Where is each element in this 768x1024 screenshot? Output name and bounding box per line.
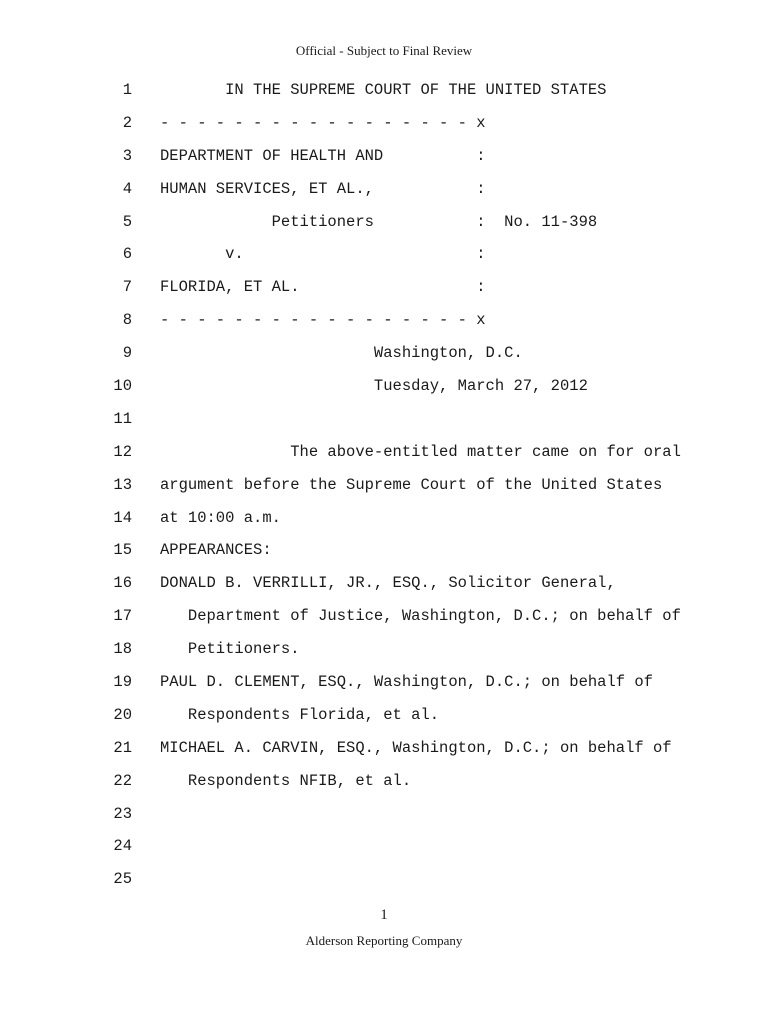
transcript-line bbox=[0, 304, 768, 337]
transcript-line bbox=[0, 337, 768, 370]
transcript-line bbox=[0, 173, 768, 206]
line-text: at 10:00 a.m. bbox=[160, 508, 281, 527]
line-number: 1 bbox=[122, 81, 132, 99]
line-number: 23 bbox=[113, 804, 132, 823]
transcript-line bbox=[0, 370, 768, 403]
line-text: DEPARTMENT OF HEALTH AND : bbox=[160, 146, 486, 165]
line-text: - - - - - - - - - - - - - - - - - x bbox=[160, 113, 486, 132]
transcript-line bbox=[0, 666, 768, 699]
line-number: 7 bbox=[122, 278, 132, 297]
line-text: Department of Justice, Washington, D.C.; on behalf of bbox=[160, 607, 681, 626]
transcript-line bbox=[0, 469, 768, 502]
line-number: 19 bbox=[113, 673, 132, 692]
line-text: PAUL D. CLEMENT, ESQ., Washington, D.C.; on behalf of bbox=[160, 673, 653, 692]
line-number: 13 bbox=[113, 475, 132, 494]
line-text: Petitioners : No. 11-398 bbox=[160, 212, 598, 231]
line-number: 11 bbox=[113, 409, 132, 428]
line-text: - - - - - - - - - - - - - - - - - x bbox=[160, 311, 486, 330]
line-number: 16 bbox=[113, 574, 132, 593]
transcript-line bbox=[0, 107, 768, 140]
line-text: Petitioners. bbox=[160, 640, 300, 659]
line-number: 8 bbox=[122, 311, 132, 330]
transcript-line bbox=[0, 600, 768, 633]
transcript-line bbox=[0, 798, 768, 831]
page-footer: Alderson Reporting Company bbox=[305, 933, 463, 948]
line-text: Tuesday, March 27, 2012 bbox=[160, 377, 588, 396]
transcript-line bbox=[0, 863, 768, 896]
line-number: 4 bbox=[122, 179, 132, 198]
transcript-line bbox=[0, 699, 768, 732]
line-number: 20 bbox=[113, 705, 132, 724]
line-number: 12 bbox=[113, 442, 132, 461]
transcript-line bbox=[0, 765, 768, 798]
line-text: FLORIDA, ET AL. : bbox=[160, 278, 486, 297]
transcript-line bbox=[0, 206, 768, 239]
line-text: The above-entitled matter came on for oral bbox=[160, 442, 681, 461]
transcript-line bbox=[0, 732, 768, 765]
line-number: 14 bbox=[113, 508, 132, 527]
line-number: 6 bbox=[122, 245, 132, 264]
line-number: 18 bbox=[113, 640, 132, 659]
line-number: 22 bbox=[113, 771, 132, 790]
transcript-line bbox=[0, 140, 768, 173]
line-text: Washington, D.C. bbox=[160, 344, 523, 363]
line-number: 15 bbox=[113, 541, 132, 560]
transcript-line bbox=[0, 403, 768, 436]
line-number: 25 bbox=[113, 870, 132, 889]
transcript-line bbox=[0, 502, 768, 535]
transcript-line bbox=[0, 534, 768, 567]
transcript-line bbox=[0, 238, 768, 271]
transcript-line bbox=[0, 830, 768, 863]
transcript-line bbox=[0, 436, 768, 469]
line-number: 3 bbox=[122, 146, 132, 165]
page-header: Official - Subject to Final Review bbox=[295, 43, 473, 58]
line-number: 9 bbox=[122, 344, 132, 363]
line-number: 5 bbox=[122, 212, 132, 231]
page-number: 1 bbox=[380, 907, 388, 923]
line-text: v. : bbox=[160, 245, 486, 264]
line-text: APPEARANCES: bbox=[160, 541, 272, 560]
line-number: 10 bbox=[113, 377, 132, 396]
line-text: argument before the Supreme Court of the United States bbox=[160, 475, 663, 494]
line-number: 24 bbox=[113, 837, 132, 856]
transcript-line bbox=[0, 567, 768, 600]
transcript-line bbox=[0, 271, 768, 304]
line-text: Respondents Florida, et al. bbox=[160, 705, 440, 724]
line-text: MICHAEL A. CARVIN, ESQ., Washington, D.C.; on behalf of bbox=[160, 738, 672, 757]
line-text: DONALD B. VERRILLI, JR., ESQ., Solicitor General, bbox=[160, 574, 616, 593]
line-text: HUMAN SERVICES, ET AL., : bbox=[160, 179, 486, 198]
line-number: 2 bbox=[122, 113, 132, 132]
transcript-line bbox=[0, 633, 768, 666]
transcript-body bbox=[0, 74, 768, 896]
line-text: IN THE SUPREME COURT OF THE UNITED STATES bbox=[160, 81, 607, 99]
line-number: 17 bbox=[113, 607, 132, 626]
transcript-line bbox=[0, 74, 768, 107]
line-number: 21 bbox=[113, 738, 132, 757]
line-text: Respondents NFIB, et al. bbox=[160, 771, 412, 790]
